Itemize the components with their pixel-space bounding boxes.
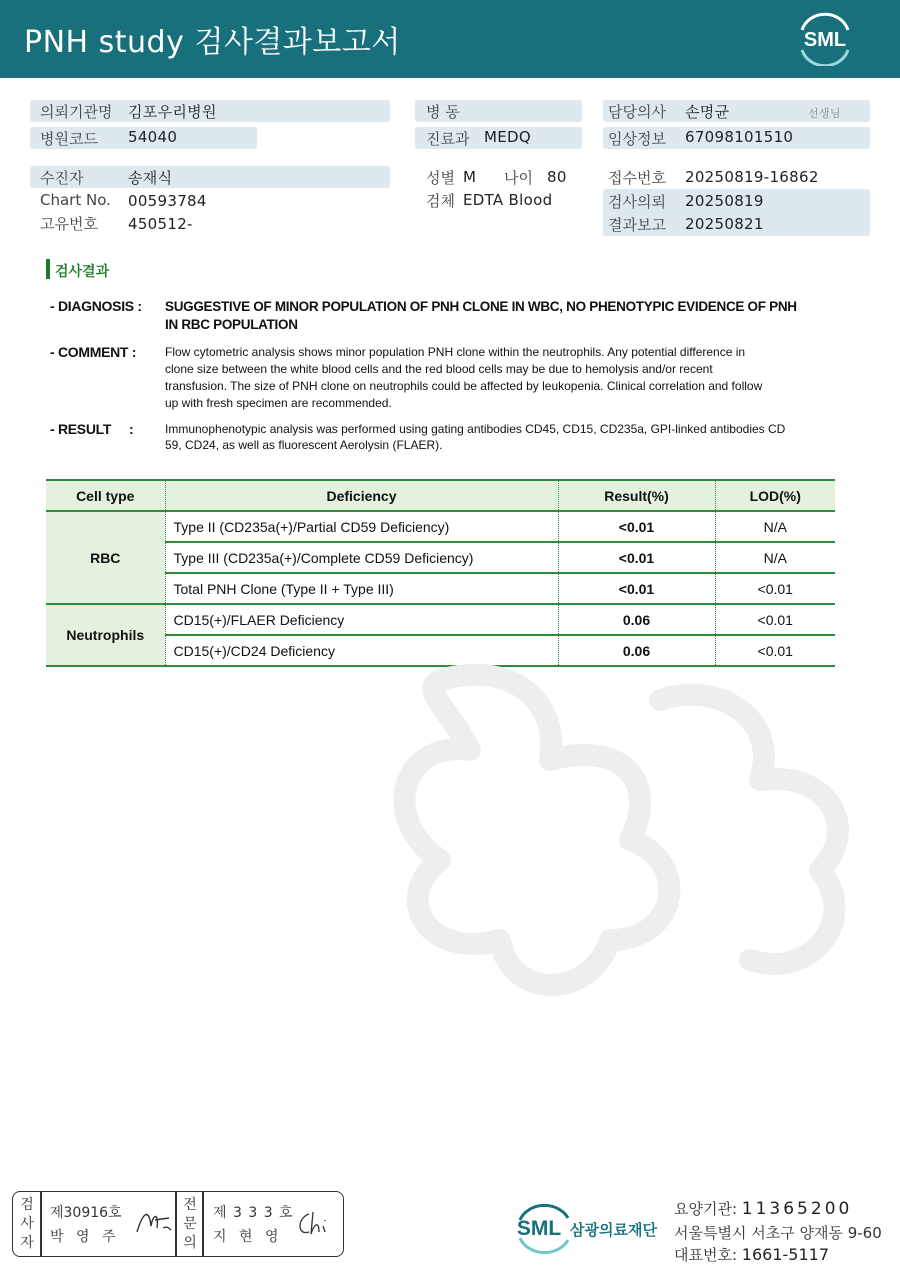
footer-logo-text: SML <box>516 1217 562 1240</box>
diagnosis-line-1: SUGGESTIVE OF MINOR POPULATION OF PNH CLONE IN WBC, NO PHENOTYPIC EVIDENCE OF PNH <box>165 299 797 314</box>
deficiency-cell: CD15(+)/FLAER Deficiency <box>165 604 558 635</box>
ward-label: 병 동 <box>426 103 460 121</box>
result-cell: 0.06 <box>558 604 715 635</box>
sml-logo <box>794 12 856 66</box>
comment-label: - COMMENT : <box>50 344 137 360</box>
diagnosis-label: - DIAGNOSIS : <box>50 298 142 314</box>
result-line-2: 59, CD24, as well as fluorescent Aerolysin (FLAER). <box>165 438 443 452</box>
chart-no-label: Chart No. <box>40 191 111 209</box>
specialist-label-char: 전 <box>183 1197 197 1213</box>
header-result: Result(%) <box>558 480 715 511</box>
care-number: 11365200 <box>741 1199 853 1219</box>
cell-type-rbc: RBC <box>46 511 165 604</box>
section-title: 검사결과 <box>55 264 110 280</box>
header-lod: LOD(%) <box>715 480 835 511</box>
comment-line-2: clone size between the white blood cells and the red blood cells may be due to hemolysis and/or recent <box>165 362 713 376</box>
doctor-value: 손명균 <box>685 103 730 121</box>
tester-label-char: 자 <box>20 1235 34 1251</box>
lod-cell: <0.01 <box>715 573 835 604</box>
table-row <box>46 511 835 542</box>
signature-box <box>12 1191 344 1257</box>
patient-bg <box>30 166 390 188</box>
specialist-name: 지 현 영 <box>213 1229 283 1245</box>
comment-line-3: transfusion. The size of PNH clone on neutrophils could be affected by leukopenia. Clinical correlation and follow <box>165 379 763 393</box>
clinical-info-value: 67098101510 <box>685 128 794 146</box>
result-cell: 0.06 <box>558 635 715 666</box>
table-row <box>46 604 835 635</box>
deficiency-cell: Type II (CD235a(+)/Partial CD59 Deficiency) <box>165 511 558 542</box>
report-date-value: 20250821 <box>685 215 764 233</box>
tester-name: 박 영 주 <box>50 1229 120 1245</box>
specialist-license: 제 3 3 3 호 <box>213 1205 294 1221</box>
table-row <box>46 542 835 573</box>
tester-label <box>15 1196 39 1253</box>
tester-signature <box>133 1206 173 1238</box>
patient-label: 수진자 <box>40 169 84 187</box>
age-label: 나이 <box>504 169 533 187</box>
institution-value: 김포우리병원 <box>128 103 217 121</box>
section-bar <box>46 259 50 279</box>
footer-care-line <box>674 1198 852 1219</box>
sex-value: M <box>463 168 477 186</box>
unique-no-label: 고유번호 <box>40 215 98 233</box>
comment-line-1: Flow cytometric analysis shows minor population PNH clone within the neutrophils. Any potential difference in <box>165 345 746 359</box>
watermark-logo <box>360 640 880 1010</box>
phone-label: 대표번호: <box>674 1246 738 1264</box>
result-cell: <0.01 <box>558 542 715 573</box>
department-label: 진료과 <box>426 130 470 148</box>
specialist-label-char: 문 <box>183 1216 197 1232</box>
unique-no-value: 450512- <box>128 215 193 233</box>
diagnosis-text <box>165 298 835 334</box>
result-line-1: Immunophenotypic analysis was performed using gating antibodies CD45, CD15, CD235a, GPI-linked antibodies CD <box>165 422 786 436</box>
specialist-label <box>178 1196 202 1253</box>
deficiency-cell: Type III (CD235a(+)/Complete CD59 Deficiency) <box>165 542 558 573</box>
table-header-row <box>46 480 835 511</box>
request-date-value: 20250819 <box>685 192 764 210</box>
receipt-no-label: 접수번호 <box>608 169 666 187</box>
cell-type-neutrophils: Neutrophils <box>46 604 165 666</box>
specimen-value: EDTA Blood <box>463 191 553 209</box>
tester-label-char: 검 <box>20 1197 34 1213</box>
table-row <box>46 573 835 604</box>
lod-cell: N/A <box>715 511 835 542</box>
result-label: - RESULT : <box>50 421 134 437</box>
phone-number: 1661-5117 <box>741 1245 830 1264</box>
hospital-code-label: 병원코드 <box>40 130 98 148</box>
results-table <box>46 479 835 667</box>
chart-no-value: 00593784 <box>128 192 207 210</box>
tester-license: 제30916호 <box>50 1205 122 1221</box>
department-value: MEDQ <box>484 128 531 146</box>
header-cell-type: Cell type <box>46 480 165 511</box>
footer-address: 서울특별시 서초구 양재동 9-60 <box>674 1224 882 1242</box>
signature-divider <box>40 1192 42 1256</box>
report-header <box>0 0 900 78</box>
lod-cell: <0.01 <box>715 604 835 635</box>
header-deficiency: Deficiency <box>165 480 558 511</box>
diagnosis-line-2: IN RBC POPULATION <box>165 317 298 332</box>
footer-phone-line <box>674 1244 829 1265</box>
sex-label: 성별 <box>426 169 455 187</box>
deficiency-cell: Total PNH Clone (Type II + Type III) <box>165 573 558 604</box>
lod-cell: <0.01 <box>715 635 835 666</box>
result-cell: <0.01 <box>558 573 715 604</box>
specialist-signature <box>295 1208 335 1240</box>
result-cell: <0.01 <box>558 511 715 542</box>
specimen-label: 검체 <box>426 192 455 210</box>
request-date-label: 검사의뢰 <box>608 193 666 211</box>
hospital-code-value: 54040 <box>128 128 178 146</box>
doctor-suffix: 선생님 <box>808 107 841 120</box>
institution-label: 의뢰기관명 <box>40 103 113 121</box>
result-text <box>165 421 835 453</box>
footer-org-name: 삼광의료재단 <box>570 1221 657 1239</box>
signature-divider <box>202 1192 204 1256</box>
receipt-no-value: 20250819-16862 <box>685 168 819 186</box>
comment-line-4: up with fresh specimen are recommended. <box>165 396 392 410</box>
comment-text <box>165 344 835 412</box>
care-label: 요양기관: <box>674 1200 738 1218</box>
clinical-info-label: 임상정보 <box>608 130 666 148</box>
age-value: 80 <box>547 168 567 186</box>
patient-value: 송재식 <box>128 169 173 187</box>
specialist-label-char: 의 <box>183 1235 197 1251</box>
deficiency-cell: CD15(+)/CD24 Deficiency <box>165 635 558 666</box>
signature-divider <box>175 1192 177 1256</box>
lod-cell: N/A <box>715 542 835 573</box>
report-title: PNH study 검사결과보고서 <box>24 25 401 60</box>
tester-label-char: 사 <box>20 1216 34 1232</box>
doctor-label: 담당의사 <box>608 103 666 121</box>
report-date-label: 결과보고 <box>608 216 666 234</box>
sml-logo-text: SML <box>803 29 847 51</box>
